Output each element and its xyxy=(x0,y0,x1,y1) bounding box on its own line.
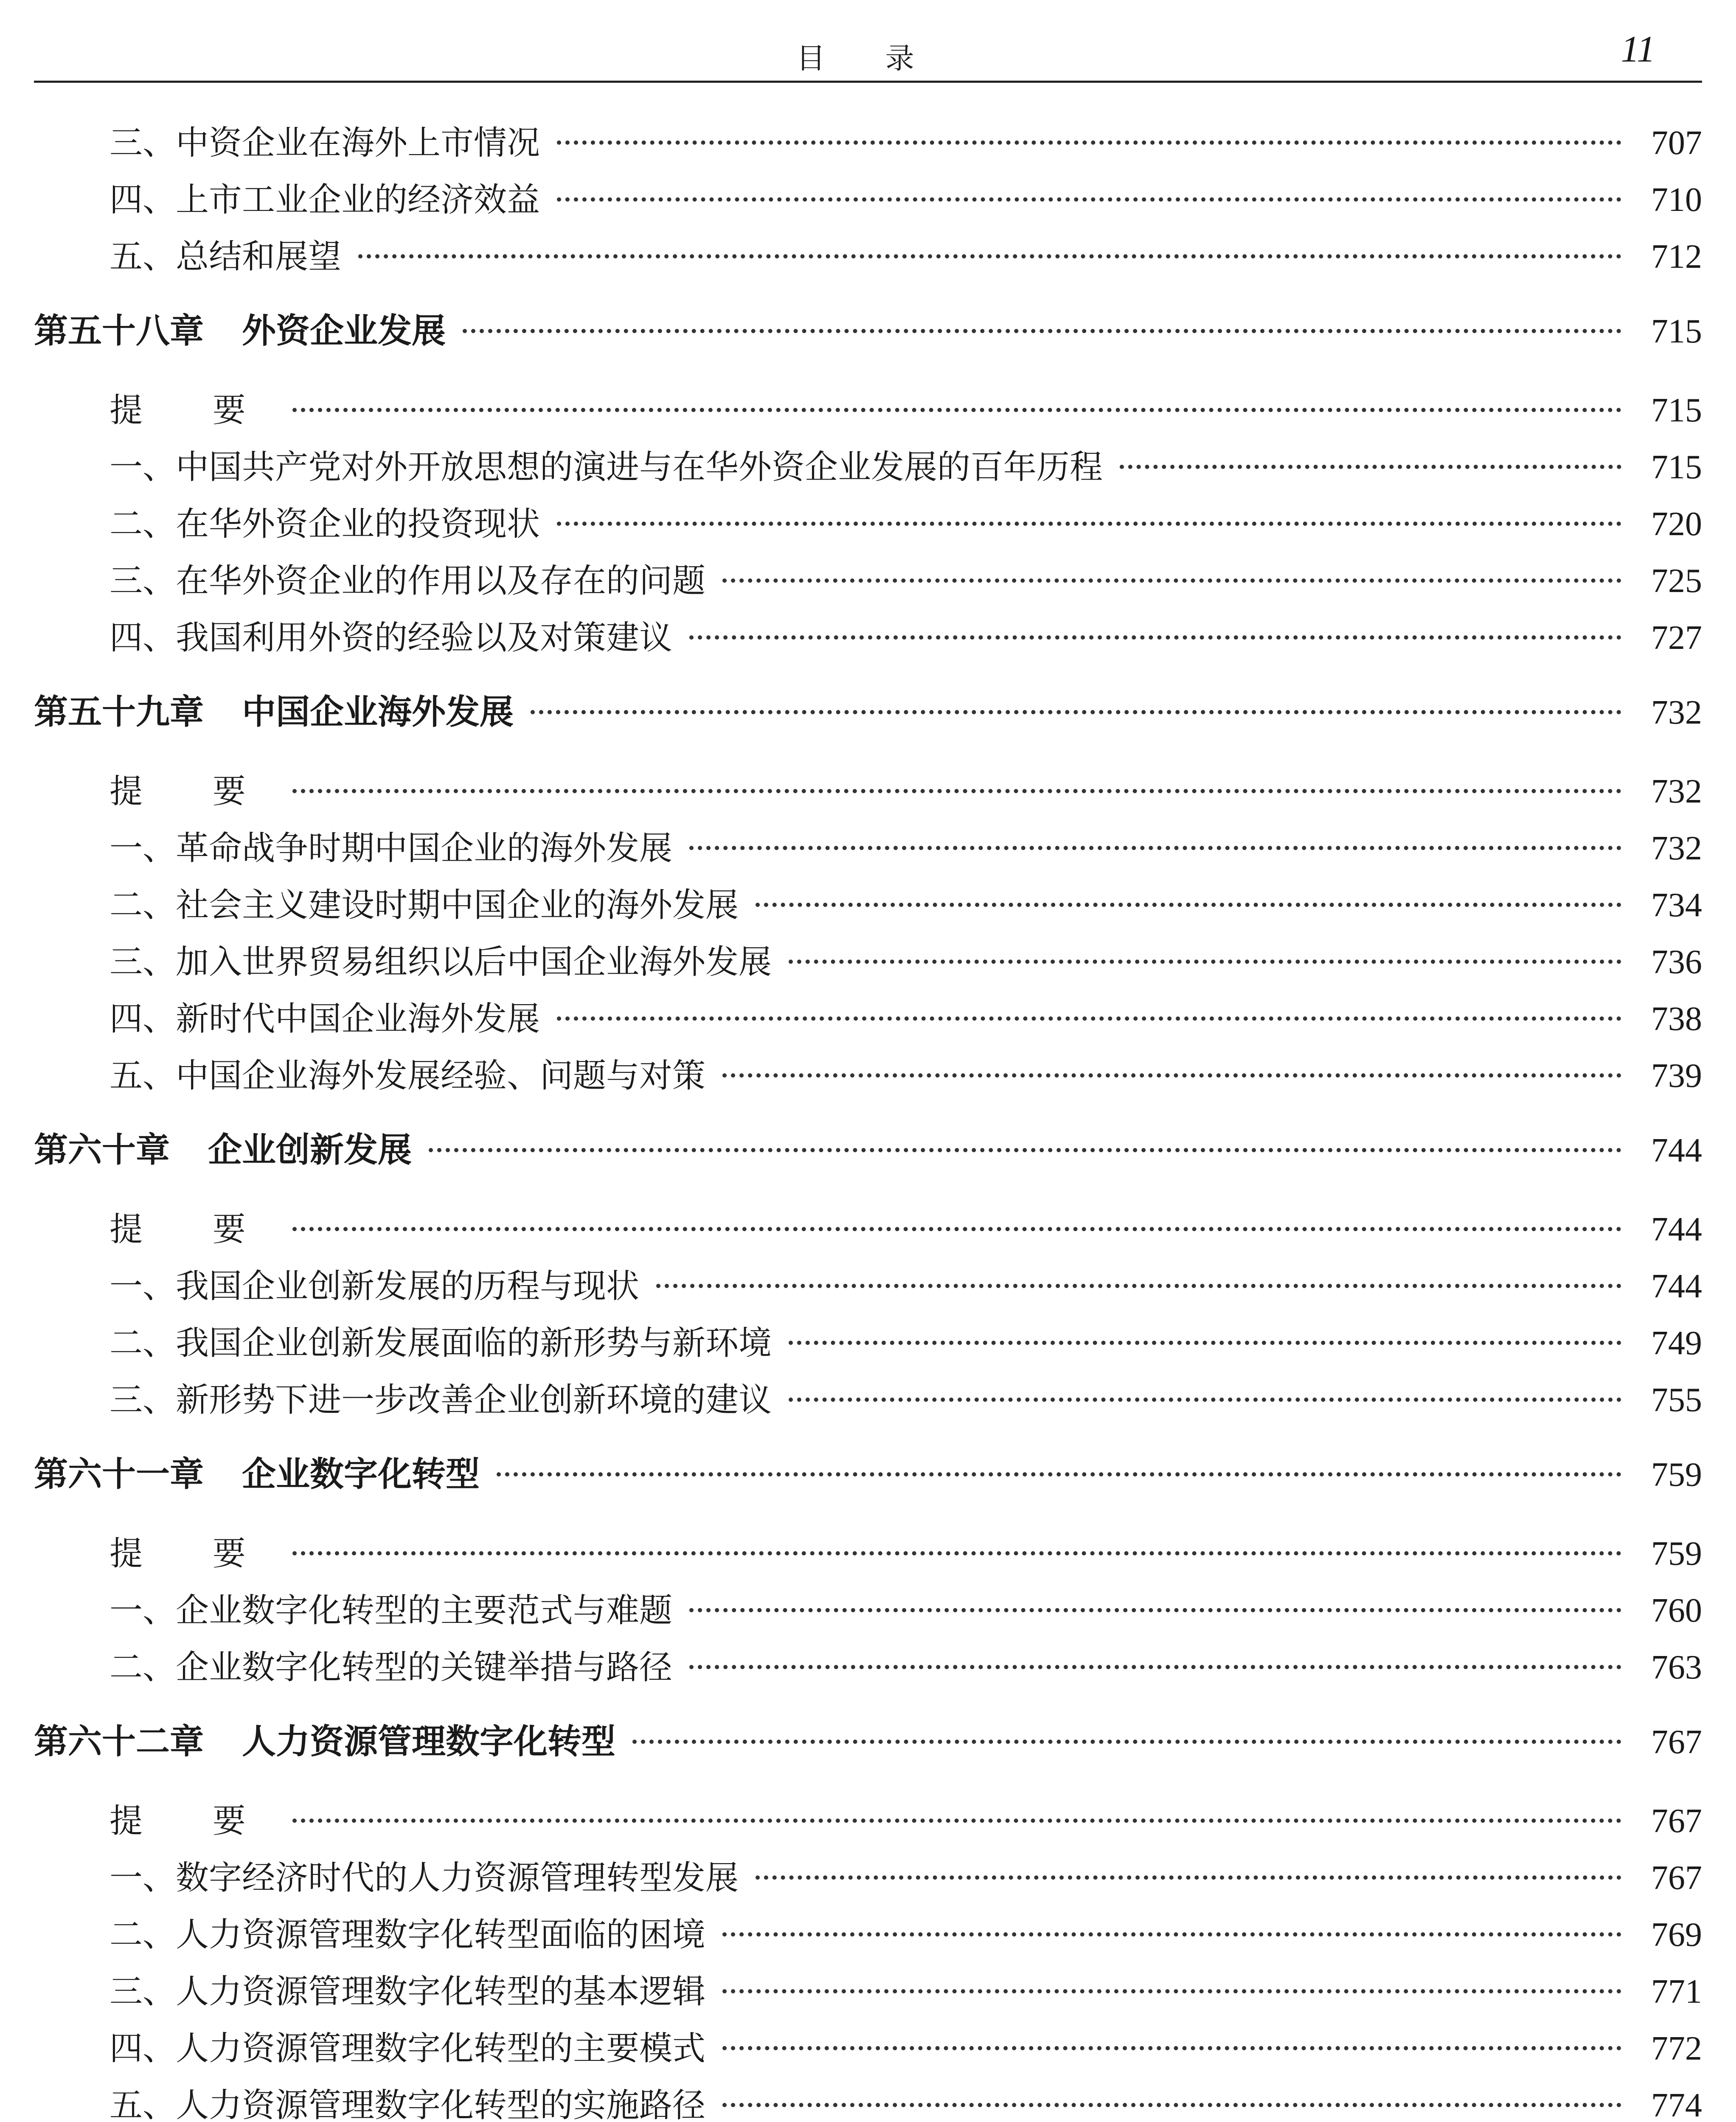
toc-page-number: 767 xyxy=(1651,1723,1702,1761)
toc-page-number: 774 xyxy=(1651,2087,1702,2122)
toc-section-row[interactable] xyxy=(34,1372,1702,1429)
dot-leader xyxy=(292,408,1621,412)
toc-page-number: 749 xyxy=(1651,1325,1702,1362)
dot-leader xyxy=(557,522,1621,526)
summary-label: 提 要 xyxy=(110,391,275,429)
dot-leader xyxy=(689,1608,1621,1612)
page-number: 11 xyxy=(1621,29,1655,70)
toc-summary-row[interactable] xyxy=(34,382,1702,439)
chapter-heading xyxy=(34,678,514,746)
dot-leader xyxy=(358,254,1621,258)
chapter-number: 第五十九章 xyxy=(34,692,204,732)
chapter-number: 第六十一章 xyxy=(34,1454,204,1494)
dot-leader xyxy=(722,2046,1621,2050)
toc-page-number: 710 xyxy=(1651,181,1702,219)
toc-page-number: 755 xyxy=(1651,1381,1702,1419)
toc-page-number: 769 xyxy=(1651,1916,1702,1954)
toc-section-row[interactable] xyxy=(34,171,1702,228)
toc-chapter-row[interactable] xyxy=(34,1440,1702,1508)
toc-chapter-row[interactable] xyxy=(34,1116,1702,1184)
table-of-contents xyxy=(34,115,1702,2122)
toc-page-number: 712 xyxy=(1651,238,1702,275)
toc-page-number: 763 xyxy=(1651,1649,1702,1686)
section-title: 一、革命战争时期中国企业的海外发展 xyxy=(110,829,673,867)
toc-chapter-row[interactable] xyxy=(34,1708,1702,1776)
section-title: 一、企业数字化转型的主要范式与难题 xyxy=(110,1592,673,1630)
toc-page-number: 734 xyxy=(1651,887,1702,924)
toc-summary-row[interactable] xyxy=(34,1793,1702,1850)
toc-section-row[interactable] xyxy=(34,2077,1702,2122)
dot-leader xyxy=(789,1341,1621,1345)
section-title: 一、中国共产党对外开放思想的演进与在华外资企业发展的百年历程 xyxy=(110,448,1103,486)
toc-section-row[interactable] xyxy=(34,1850,1702,1906)
toc-section-row[interactable] xyxy=(34,1582,1702,1639)
section-title: 五、总结和展望 xyxy=(110,238,342,276)
section-title: 五、中国企业海外发展经验、问题与对策 xyxy=(110,1057,706,1095)
dot-leader xyxy=(292,1227,1621,1231)
dot-leader xyxy=(722,1989,1621,1993)
section-title: 四、人力资源管理数字化转型的主要模式 xyxy=(110,2029,706,2068)
toc-page-number: 760 xyxy=(1651,1592,1702,1629)
toc-section-row[interactable] xyxy=(34,1047,1702,1104)
dot-leader xyxy=(557,140,1621,145)
toc-section-row[interactable] xyxy=(34,1906,1702,1963)
toc-section-row[interactable] xyxy=(34,1258,1702,1315)
dot-leader xyxy=(292,1819,1621,1823)
chapter-title: 中国企业海外发展 xyxy=(242,692,514,732)
section-title: 一、我国企业创新发展的历程与现状 xyxy=(110,1267,640,1305)
toc-page-number: 715 xyxy=(1651,392,1702,429)
dot-leader xyxy=(429,1148,1621,1152)
section-title: 三、新形势下进一步改善企业创新环境的建议 xyxy=(110,1381,772,1419)
dot-leader xyxy=(789,1398,1621,1402)
chapter-heading xyxy=(34,1116,412,1184)
toc-page-number: 767 xyxy=(1651,1802,1702,1840)
chapter-heading xyxy=(34,1708,615,1776)
section-title: 二、社会主义建设时期中国企业的海外发展 xyxy=(110,886,739,924)
dot-leader xyxy=(497,1472,1621,1476)
running-header xyxy=(34,25,1702,83)
toc-section-row[interactable] xyxy=(34,991,1702,1047)
toc-page-number: 732 xyxy=(1651,830,1702,867)
chapter-heading xyxy=(34,297,446,365)
dot-leader xyxy=(722,1073,1621,1078)
toc-page-number: 739 xyxy=(1651,1057,1702,1095)
toc-page-number: 707 xyxy=(1651,124,1702,162)
toc-page-number: 771 xyxy=(1651,1973,1702,2010)
section-title: 五、人力资源管理数字化转型的实施路径 xyxy=(110,2086,706,2122)
dot-leader xyxy=(531,710,1621,714)
dot-leader xyxy=(632,1740,1621,1744)
dot-leader xyxy=(689,846,1621,850)
section-title: 三、中资企业在海外上市情况 xyxy=(110,124,540,162)
toc-summary-row[interactable] xyxy=(34,1201,1702,1258)
toc-section-row[interactable] xyxy=(34,1315,1702,1372)
dot-leader xyxy=(756,903,1621,907)
chapter-number: 第六十章 xyxy=(34,1130,170,1170)
chapter-heading xyxy=(34,1440,480,1508)
dot-leader xyxy=(557,197,1621,202)
toc-section-row[interactable] xyxy=(34,496,1702,553)
toc-page-number: 727 xyxy=(1651,619,1702,657)
section-title: 三、在华外资企业的作用以及存在的问题 xyxy=(110,562,706,600)
toc-section-row[interactable] xyxy=(34,228,1702,285)
toc-section-row[interactable] xyxy=(34,553,1702,609)
toc-section-row[interactable] xyxy=(34,934,1702,991)
section-title: 四、我国利用外资的经验以及对策建议 xyxy=(110,619,673,657)
toc-section-row[interactable] xyxy=(34,609,1702,666)
chapter-title: 企业数字化转型 xyxy=(242,1454,480,1494)
toc-section-row[interactable] xyxy=(34,820,1702,877)
toc-page-number: 759 xyxy=(1651,1456,1702,1493)
chapter-number: 第六十二章 xyxy=(34,1722,204,1761)
toc-section-row[interactable] xyxy=(34,877,1702,934)
section-title: 三、加入世界贸易组织以后中国企业海外发展 xyxy=(110,943,772,981)
dot-leader xyxy=(689,1665,1621,1669)
toc-page-number: 767 xyxy=(1651,1859,1702,1897)
dot-leader xyxy=(292,1551,1621,1555)
dot-leader xyxy=(292,789,1621,793)
dot-leader xyxy=(463,329,1621,333)
toc-page-number: 732 xyxy=(1651,694,1702,731)
chapter-title: 外资企业发展 xyxy=(242,311,446,351)
section-title: 四、上市工业企业的经济效益 xyxy=(110,181,540,219)
chapter-title: 企业创新发展 xyxy=(208,1130,412,1170)
dot-leader xyxy=(722,578,1621,583)
toc-section-row[interactable] xyxy=(34,1639,1702,1696)
summary-label: 提 要 xyxy=(110,1802,275,1840)
toc-section-row[interactable] xyxy=(34,115,1702,171)
section-title: 一、数字经济时代的人力资源管理转型发展 xyxy=(110,1859,739,1897)
dot-leader xyxy=(756,1875,1621,1880)
toc-summary-row[interactable] xyxy=(34,1525,1702,1582)
summary-label: 提 要 xyxy=(110,1210,275,1249)
toc-page-number: 738 xyxy=(1651,1000,1702,1038)
dot-leader xyxy=(722,2103,1621,2107)
toc-page-number: 744 xyxy=(1651,1268,1702,1305)
section-title: 二、企业数字化转型的关键举措与路径 xyxy=(110,1648,673,1687)
section-title: 二、我国企业创新发展面临的新形势与新环境 xyxy=(110,1324,772,1362)
toc-page-number: 732 xyxy=(1651,773,1702,810)
section-title: 四、新时代中国企业海外发展 xyxy=(110,1000,540,1038)
dot-leader xyxy=(557,1016,1621,1021)
toc-section-row[interactable] xyxy=(34,439,1702,496)
summary-label: 提 要 xyxy=(110,772,275,811)
section-title: 二、在华外资企业的投资现状 xyxy=(110,505,540,543)
toc-summary-row[interactable] xyxy=(34,763,1702,820)
chapter-title: 人力资源管理数字化转型 xyxy=(242,1722,615,1761)
section-title: 三、人力资源管理数字化转型的基本逻辑 xyxy=(110,1973,706,2011)
chapter-number: 第五十八章 xyxy=(34,311,204,351)
toc-page-number: 720 xyxy=(1651,505,1702,543)
summary-label: 提 要 xyxy=(110,1535,275,1573)
toc-page-number: 772 xyxy=(1651,2030,1702,2067)
header-title: 目 录 xyxy=(796,42,940,76)
toc-page-number: 744 xyxy=(1651,1132,1702,1169)
dot-leader xyxy=(789,960,1621,964)
toc-section-row[interactable] xyxy=(34,2020,1702,2077)
dot-leader xyxy=(1120,465,1621,469)
toc-chapter-row[interactable] xyxy=(34,678,1702,746)
dot-leader xyxy=(689,635,1621,640)
toc-chapter-row[interactable] xyxy=(34,297,1702,365)
section-title: 二、人力资源管理数字化转型面临的困境 xyxy=(110,1916,706,1954)
toc-page-number: 725 xyxy=(1651,562,1702,600)
toc-page-number: 736 xyxy=(1651,943,1702,981)
toc-page-number: 715 xyxy=(1651,313,1702,350)
toc-page-number: 759 xyxy=(1651,1535,1702,1572)
dot-leader xyxy=(656,1284,1621,1288)
dot-leader xyxy=(722,1932,1621,1937)
toc-page-number: 715 xyxy=(1651,449,1702,486)
toc-section-row[interactable] xyxy=(34,1963,1702,2020)
toc-page-number: 744 xyxy=(1651,1211,1702,1248)
